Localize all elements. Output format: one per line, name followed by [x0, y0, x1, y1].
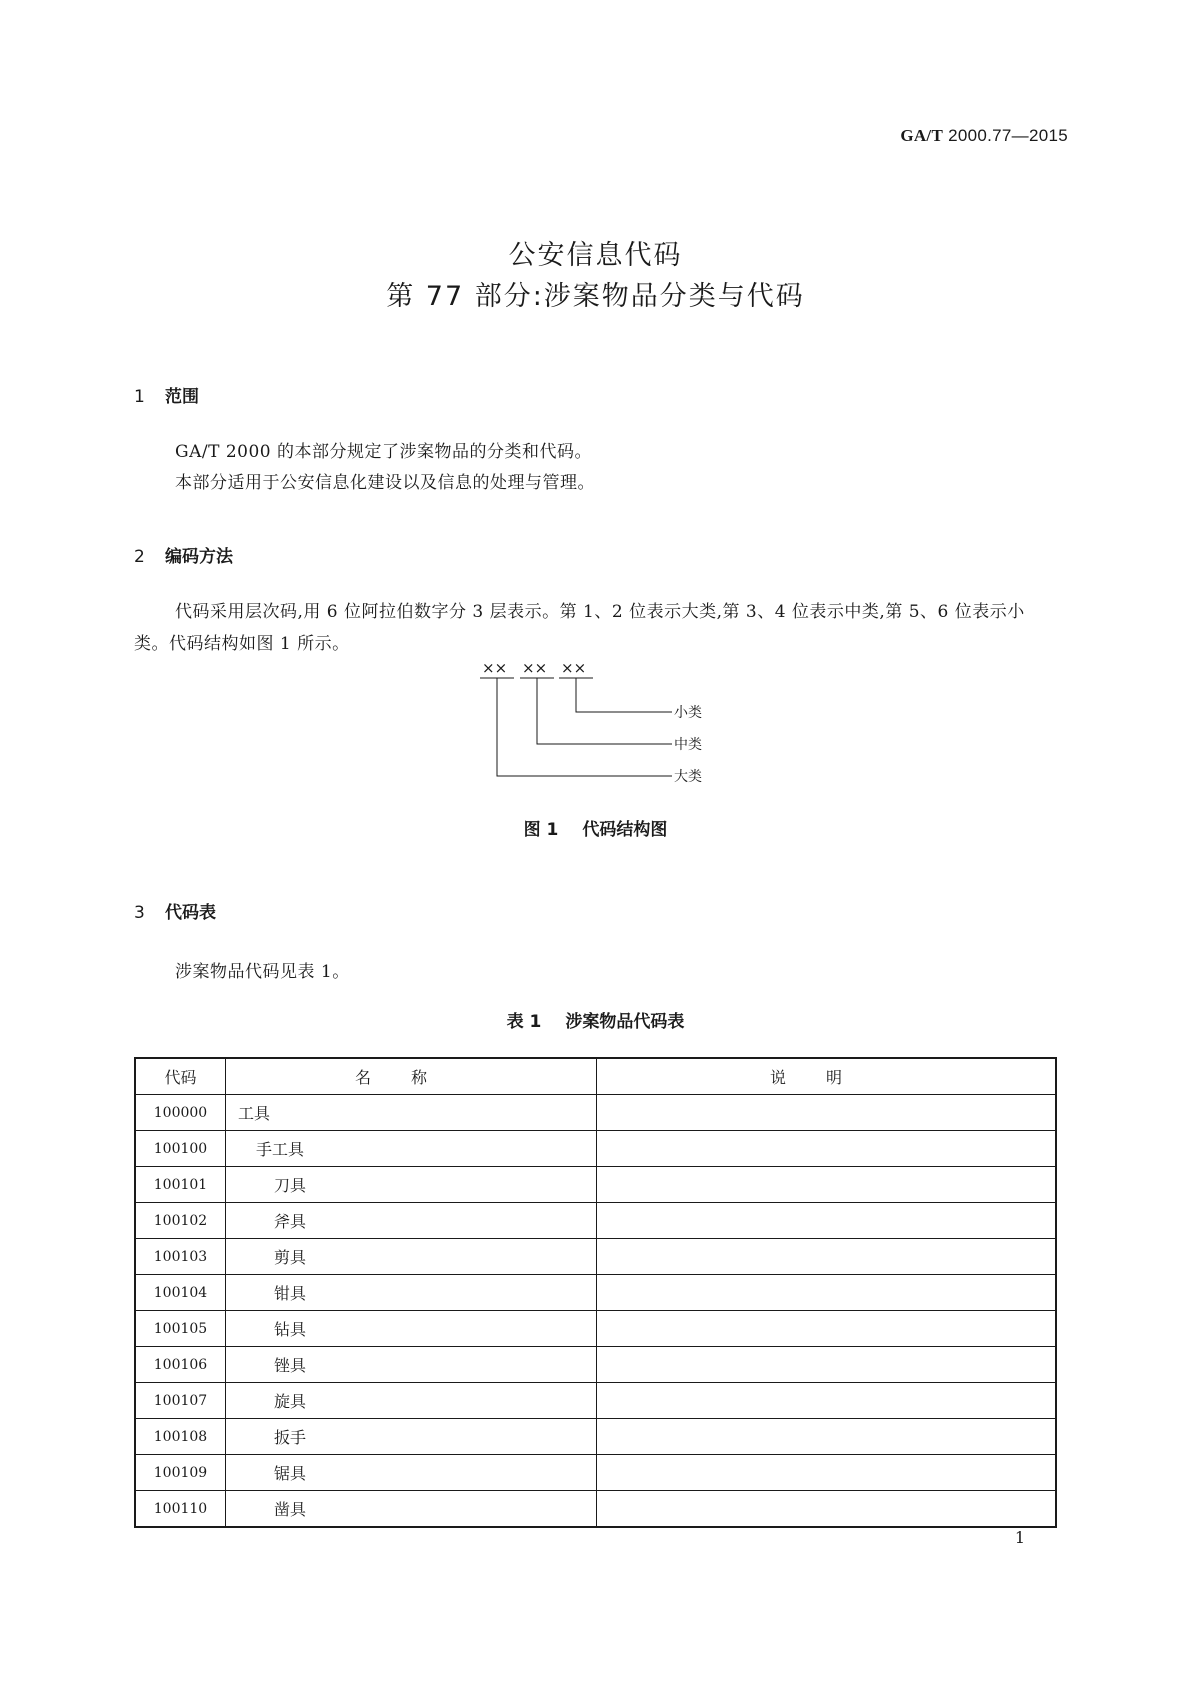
section-heading-coding-method — [134, 542, 233, 567]
section-number: 3 — [134, 903, 145, 923]
cell-description — [597, 1131, 1057, 1167]
connector-small — [576, 678, 672, 712]
cell-name: 凿具 — [226, 1491, 597, 1528]
section-heading-code-table — [134, 898, 216, 923]
document-title: 公安信息代码 — [508, 240, 683, 271]
paragraph: 涉案物品代码见表 1。 — [175, 962, 350, 982]
paragraph: GA/T 2000 的本部分规定了涉案物品的分类和代码。 — [175, 442, 592, 462]
cell-description — [597, 1203, 1057, 1239]
cell-description — [597, 1167, 1057, 1203]
cell-name: 剪具 — [226, 1239, 597, 1275]
cell-description — [597, 1239, 1057, 1275]
label-middle: 中类 — [674, 737, 702, 753]
cell-description — [597, 1455, 1057, 1491]
section-title: 代码表 — [165, 903, 216, 923]
section-heading-scope — [134, 382, 199, 407]
section-title: 编码方法 — [165, 547, 233, 567]
header-name: 名称 — [226, 1058, 597, 1095]
table-row — [135, 1239, 1056, 1275]
table-row — [135, 1383, 1056, 1419]
cell-name: 旋具 — [226, 1383, 597, 1419]
table-row — [135, 1167, 1056, 1203]
table-number: 表 1 — [506, 1012, 542, 1032]
cell-name: 扳手 — [226, 1419, 597, 1455]
cell-code: 100107 — [135, 1383, 226, 1419]
cell-code: 100100 — [135, 1131, 226, 1167]
paragraph: 本部分适用于公安信息化建设以及信息的处理与管理。 — [175, 473, 595, 493]
label-small: 小类 — [674, 705, 702, 721]
cell-code: 100106 — [135, 1347, 226, 1383]
page-number: 1 — [1014, 1528, 1025, 1547]
header-description: 说明 — [597, 1058, 1057, 1095]
label-large: 大类 — [674, 769, 702, 785]
table-row — [135, 1275, 1056, 1311]
cell-code: 100102 — [135, 1203, 226, 1239]
table-header-row — [135, 1058, 1056, 1095]
code-structure-diagram — [480, 660, 720, 790]
cell-name: 钳具 — [226, 1275, 597, 1311]
table-row — [135, 1491, 1056, 1528]
cell-name: 刀具 — [226, 1167, 597, 1203]
code-group-small: ×× — [561, 660, 587, 677]
table-row — [135, 1203, 1056, 1239]
cell-code: 100105 — [135, 1311, 226, 1347]
table-row — [135, 1419, 1056, 1455]
table-row — [135, 1131, 1056, 1167]
standard-prefix: GA/T — [900, 126, 944, 145]
cell-code: 100104 — [135, 1275, 226, 1311]
cell-name: 锉具 — [226, 1347, 597, 1383]
cell-description — [597, 1275, 1057, 1311]
cell-description — [597, 1383, 1057, 1419]
section-number: 1 — [134, 387, 145, 407]
figure-title: 代码结构图 — [582, 820, 668, 840]
table-row — [135, 1455, 1056, 1491]
cell-code: 100110 — [135, 1491, 226, 1528]
figure-caption — [0, 815, 1191, 840]
cell-code: 100108 — [135, 1419, 226, 1455]
code-table — [134, 1057, 1057, 1528]
cell-description — [597, 1419, 1057, 1455]
section-title: 范围 — [165, 387, 199, 407]
table-row — [135, 1311, 1056, 1347]
figure-number: 图 1 — [523, 820, 559, 840]
code-group-large: ×× — [482, 660, 508, 677]
cell-name: 钻具 — [226, 1311, 597, 1347]
cell-code: 100103 — [135, 1239, 226, 1275]
cell-description — [597, 1491, 1057, 1528]
header-code: 代码 — [135, 1058, 226, 1095]
connector-large — [497, 678, 672, 776]
cell-name: 斧具 — [226, 1203, 597, 1239]
cell-description — [597, 1347, 1057, 1383]
cell-code: 100000 — [135, 1095, 226, 1131]
connector-middle — [537, 678, 672, 744]
cell-name: 工具 — [226, 1095, 597, 1131]
standard-code: 2000.77—2015 — [948, 126, 1068, 145]
cell-name: 锯具 — [226, 1455, 597, 1491]
document-subtitle: 第 77 部分:涉案物品分类与代码 — [386, 281, 805, 312]
code-group-middle: ×× — [522, 660, 548, 677]
cell-code: 100101 — [135, 1167, 226, 1203]
standard-number — [900, 126, 1068, 146]
table-title: 涉案物品代码表 — [565, 1012, 685, 1032]
cell-description — [597, 1095, 1057, 1131]
cell-description — [597, 1311, 1057, 1347]
table-caption — [0, 1007, 1191, 1032]
paragraph: 代码采用层次码,用 6 位阿拉伯数字分 3 层表示。第 1、2 位表示大类,第 3、4 位表示中类,第 5、6 位表示小类。代码结构如图 1 所示。 — [134, 602, 1025, 654]
table-row — [135, 1095, 1056, 1131]
section-number: 2 — [134, 547, 145, 567]
cell-code: 100109 — [135, 1455, 226, 1491]
cell-name: 手工具 — [226, 1131, 597, 1167]
table-row — [135, 1347, 1056, 1383]
